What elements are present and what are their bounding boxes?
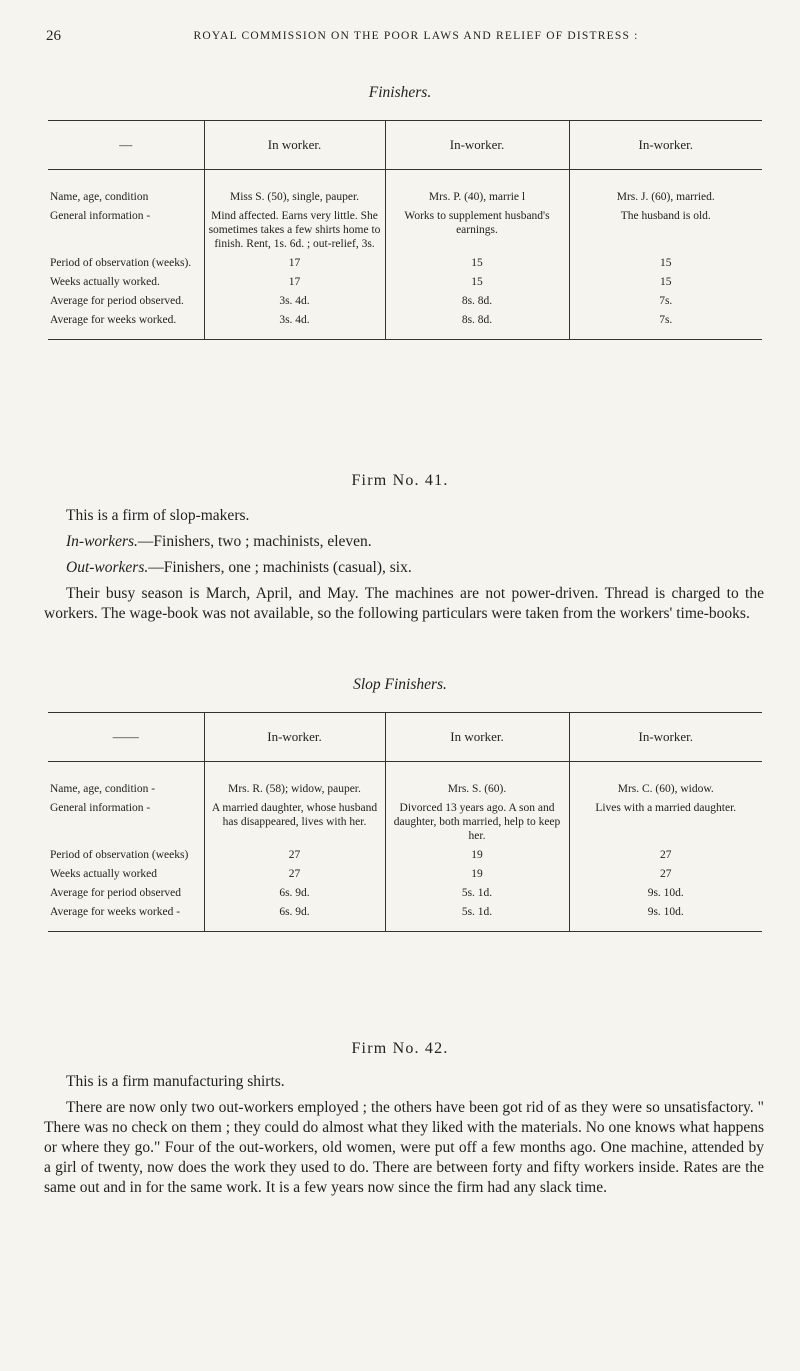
running-header: [46, 28, 746, 48]
table-cell: 9s. 10d.: [569, 903, 762, 932]
firm-42-heading: Firm No. 42.: [351, 1040, 449, 1057]
row-label: Period of observation (weeks).: [50, 257, 192, 270]
in-workers-label: In-workers.: [66, 533, 138, 550]
column-header: In-worker.: [569, 121, 762, 170]
table-cell: 6s. 9d.: [204, 903, 385, 932]
table-row: [48, 311, 762, 340]
firm-41-intro: This is a firm of slop-makers.: [66, 507, 250, 524]
table-cell: Mrs. R. (58); widow, pauper.: [204, 762, 385, 800]
table-header-row: [48, 713, 762, 762]
firm-41-paragraph: Their busy season is March, April, and May. The machines are not power-driven. Thread is charged to the workers. The wage-book was not available, so the following particulars were taken from the workers' time-books.: [44, 585, 764, 622]
row-label: Average for weeks worked.: [48, 311, 204, 340]
table-row: [48, 884, 762, 903]
row-label: Weeks actually worked.: [50, 276, 160, 289]
table-cell: 7s.: [569, 292, 762, 311]
table-cell: Works to supplement husband's earnings.: [385, 207, 569, 254]
table-cell: Mind affected. Earns very little. She sometimes takes a few shirts home to finish. Rent, 1s. 6d. ; out-relief, 3s.: [204, 207, 385, 254]
running-title: ROYAL COMMISSION ON THE POOR LAWS AND RELIEF OF DISTRESS :: [193, 30, 639, 42]
out-workers-label: Out-workers.: [66, 559, 149, 576]
table-cell: Mrs. J. (60), married.: [569, 170, 762, 208]
table-cell: 8s. 8d.: [385, 292, 569, 311]
table-row: [48, 292, 762, 311]
table-row: [48, 170, 762, 208]
table-cell: 5s. 1d.: [385, 903, 569, 932]
table-row: [48, 273, 762, 292]
in-workers-text: —Finishers, two ; machinists, eleven.: [137, 533, 372, 550]
row-label: General information -: [50, 802, 151, 815]
table-cell: The husband is old.: [569, 207, 762, 254]
table-cell: 15: [385, 254, 569, 273]
table-cell: 7s.: [569, 311, 762, 340]
table-cell: Miss S. (50), single, pauper.: [204, 170, 385, 208]
table-cell: Lives with a married daughter.: [569, 799, 762, 846]
table-cell: 5s. 1d.: [385, 884, 569, 903]
table-cell: 27: [569, 846, 762, 865]
firm-42-intro: This is a firm manufacturing shirts.: [66, 1073, 285, 1090]
row-label: General information -: [50, 210, 151, 223]
table-row: [48, 799, 762, 846]
table2-caption: Slop Finishers.: [353, 676, 447, 693]
table-row: [48, 846, 762, 865]
table-cell: 8s. 8d.: [385, 311, 569, 340]
firm-41-in-workers: [66, 532, 764, 552]
firm-41-heading: Firm No. 41.: [351, 472, 449, 489]
table-cell: 19: [385, 865, 569, 884]
row-label: Name, age, condition -: [50, 783, 156, 795]
column-header: In worker.: [204, 121, 385, 170]
table-row: [48, 207, 762, 254]
table-cell: 6s. 9d.: [204, 884, 385, 903]
row-label: Average for period observed.: [50, 295, 184, 308]
table-cell: Mrs. S. (60).: [385, 762, 569, 800]
firm-41-out-workers: [66, 558, 764, 578]
table-cell: 15: [385, 273, 569, 292]
table-cell: 19: [385, 846, 569, 865]
table-cell: 17: [204, 273, 385, 292]
table-cell: 9s. 10d.: [569, 884, 762, 903]
column-header: In worker.: [385, 713, 569, 762]
table-cell: 27: [569, 865, 762, 884]
column-header: In-worker.: [204, 713, 385, 762]
table-cell: 17: [204, 254, 385, 273]
table-cell: A married daughter, whose husband has disappeared, lives with her.: [204, 799, 385, 846]
slop-finishers-table: [48, 712, 762, 932]
table-cell: 15: [569, 273, 762, 292]
row-label: Average for period observed: [50, 887, 182, 900]
finishers-table: [48, 120, 762, 340]
table-cell: 3s. 4d.: [204, 311, 385, 340]
table-row: [48, 762, 762, 800]
row-label: Weeks actually worked: [50, 868, 158, 881]
table-header-row: [48, 121, 762, 170]
table-cell: 3s. 4d.: [204, 292, 385, 311]
table-cell: Mrs. P. (40), marrie l: [385, 170, 569, 208]
table1-caption: Finishers.: [368, 84, 432, 101]
column-header: ——: [48, 713, 204, 762]
row-label: Name, age, condition: [50, 191, 149, 203]
firm-42-paragraph: There are now only two out-workers employed ; the others have been got rid of as they were so unsatisfactory. " There was no check on them ; they could do almost what they liked with the materials. No one knows what happens or where they go." Four of the out-workers, old women, were put off a few months ago. One machine, attended by a girl of twenty, now does the work they used to do. There are between forty and fifty workers inside. Rates are the same out and in for the same work. It is a few years now since the firm had any slack time.: [44, 1099, 764, 1196]
table-cell: Divorced 13 years ago. A son and daughter, both married, help to keep her.: [385, 799, 569, 846]
table-cell: 27: [204, 865, 385, 884]
row-label: Average for weeks worked -: [48, 903, 204, 932]
table-row: [48, 254, 762, 273]
column-header: In-worker.: [569, 713, 762, 762]
table-cell: 27: [204, 846, 385, 865]
column-header: —: [48, 121, 204, 170]
column-header: In-worker.: [385, 121, 569, 170]
page-number: 26: [46, 28, 61, 44]
row-label: Period of observation (weeks): [50, 849, 189, 862]
table-cell: 15: [569, 254, 762, 273]
out-workers-text: —Finishers, one ; machinists (casual), six.: [148, 559, 412, 576]
table-row: [48, 903, 762, 932]
table-row: [48, 865, 762, 884]
table-cell: Mrs. C. (60), widow.: [569, 762, 762, 800]
